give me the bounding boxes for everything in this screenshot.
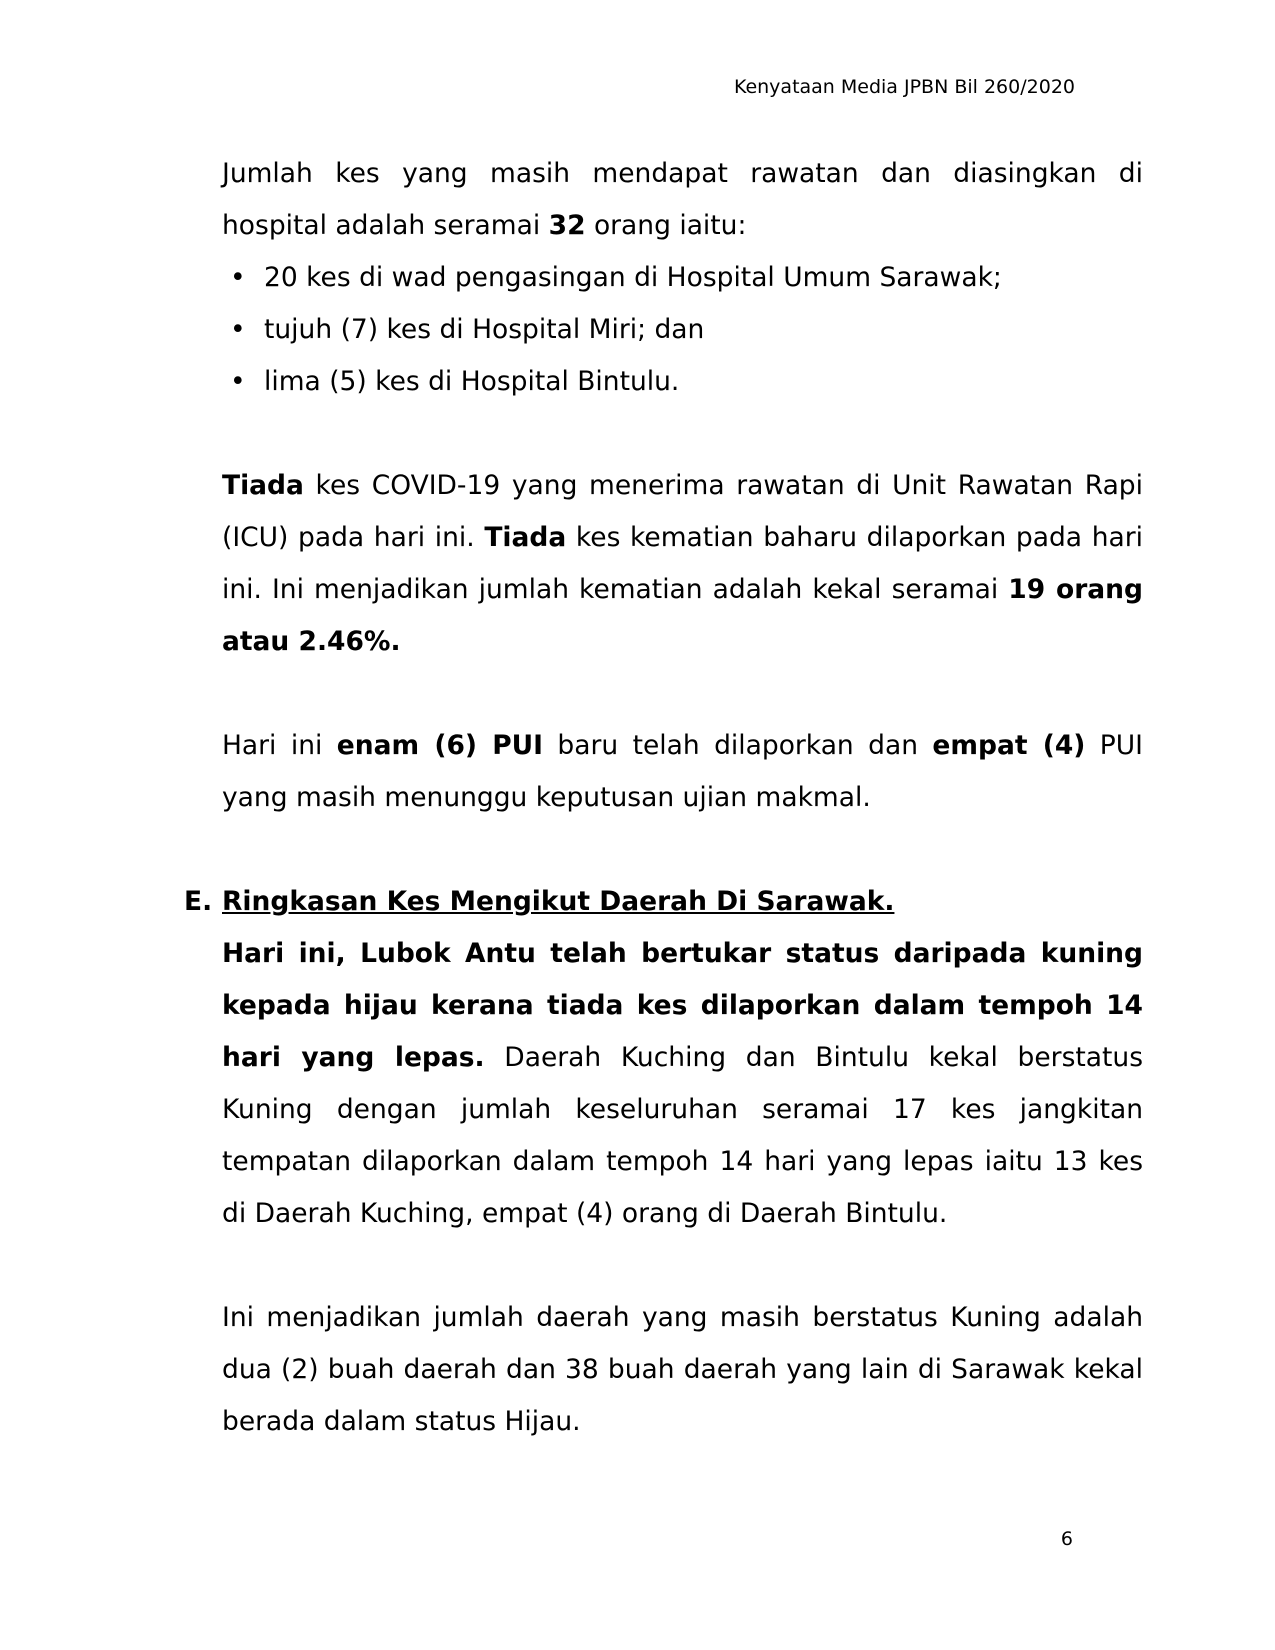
page-number: 6 <box>1060 1528 1073 1550</box>
section-letter: E. <box>184 886 213 917</box>
hospital-cases-paragraph: Jumlah kes yang masih mendapat rawatan dan diasingkan di hospital adalah seramai 32 orang iaitu: <box>222 158 1143 241</box>
icu-deaths-paragraph: Tiada kes COVID-19 yang menerima rawatan di Unit Rawatan Rapi (ICU) pada hari ini. Tiada kes kematian baharu dilaporkan pada hari ini. Ini menjadikan jumlah kematian adalah kekal seramai 19 orang atau 2.46%. <box>222 470 1143 657</box>
document-body <box>184 148 1143 1448</box>
list-item: • 20 kes di wad pengasingan di Hospital Umum Sarawak; <box>222 252 1143 304</box>
document-header: Kenyataan Media JPBN Bil 260/2020 <box>733 76 1075 98</box>
hospital-list <box>222 252 1143 408</box>
pui-paragraph: Hari ini enam (6) PUI baru telah dilaporkan dan empat (4) PUI yang masih menunggu keputusan ujian makmal. <box>222 730 1143 813</box>
district-summary-paragraph: Hari ini, Lubok Antu telah bertukar status daripada kuning kepada hijau kerana tiada kes dilaporkan dalam tempoh 14 hari yang lepas. Daerah Kuching dan Bintulu kekal berstatus Kuning dengan jumlah keseluruhan seramai 17 kes jangkitan tempatan dilaporkan dalam tempoh 14 hari yang lepas iaitu 13 kes di Daerah Kuching, empat (4) orang di Daerah Bintulu. <box>222 938 1143 1229</box>
section-title: Ringkasan Kes Mengikut Daerah Di Sarawak. <box>222 886 895 917</box>
list-item: • tujuh (7) kes di Hospital Miri; dan <box>222 304 1143 356</box>
district-status-paragraph: Ini menjadikan jumlah daerah yang masih berstatus Kuning adalah dua (2) buah daerah dan 38 buah daerah yang lain di Sarawak kekal berada dalam status Hijau. <box>222 1302 1143 1437</box>
section-heading <box>184 876 1143 928</box>
list-item: • lima (5) kes di Hospital Bintulu. <box>222 356 1143 408</box>
